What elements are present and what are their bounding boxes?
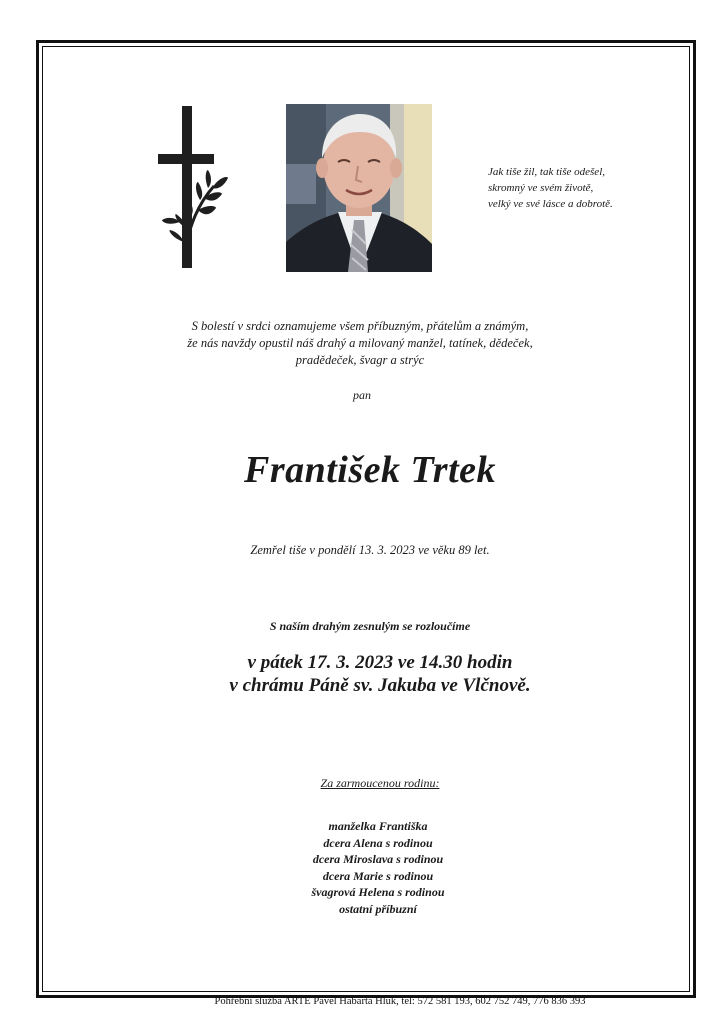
announcement-intro: [80, 318, 640, 369]
farewell-intro: S naším drahým zesnulým se rozloučíme: [269, 619, 471, 633]
funeral-details: [0, 651, 724, 697]
portrait-photo: [286, 104, 432, 272]
family-member: ostatní příbuzní: [339, 901, 417, 916]
intro-line: S bolestí v srdci oznamujeme všem příbuzným, přátelům a známým,: [191, 319, 529, 333]
family-member: švagrová Helena s rodinou: [311, 885, 445, 899]
family-member: dcera Marie s rodinou: [322, 868, 434, 883]
family-list: [0, 818, 724, 917]
family-member: dcera Miroslava s rodinou: [312, 852, 444, 866]
quote-line: Jak tiše žil, tak tiše odešel,: [488, 166, 605, 178]
family-heading: Za zarmoucenou rodinu:: [320, 776, 440, 790]
death-notice: Zemřel tiše v pondělí 13. 3. 2023 ve věku 89 let.: [250, 543, 490, 557]
memorial-quote: [488, 164, 688, 212]
quote-line: velký ve své lásce a dobrotě.: [488, 198, 613, 210]
family-member: manželka Františka: [328, 819, 428, 833]
deceased-name: František Trtek: [243, 449, 497, 491]
funeral-service-footer: Pohřební služba ARTE Pavel Habarta Hluk, tel: 572 581 193, 602 752 749, 776 836 393: [214, 996, 586, 1007]
honorific: pan: [353, 388, 371, 402]
family-member: dcera Alena s rodinou: [323, 835, 433, 850]
quote-line: skromný ve svém životě,: [488, 182, 594, 194]
cross-icon: [154, 104, 230, 274]
intro-line: pradědeček, švagr a strýc: [295, 353, 425, 367]
funeral-when: v pátek 17. 3. 2023 ve 14.30 hodin: [247, 652, 513, 673]
intro-line: že nás navždy opustil náš drahý a milovaný manžel, tatínek, dědeček,: [187, 336, 533, 350]
funeral-where: v chrámu Páně sv. Jakuba ve Vlčnově.: [229, 675, 531, 696]
